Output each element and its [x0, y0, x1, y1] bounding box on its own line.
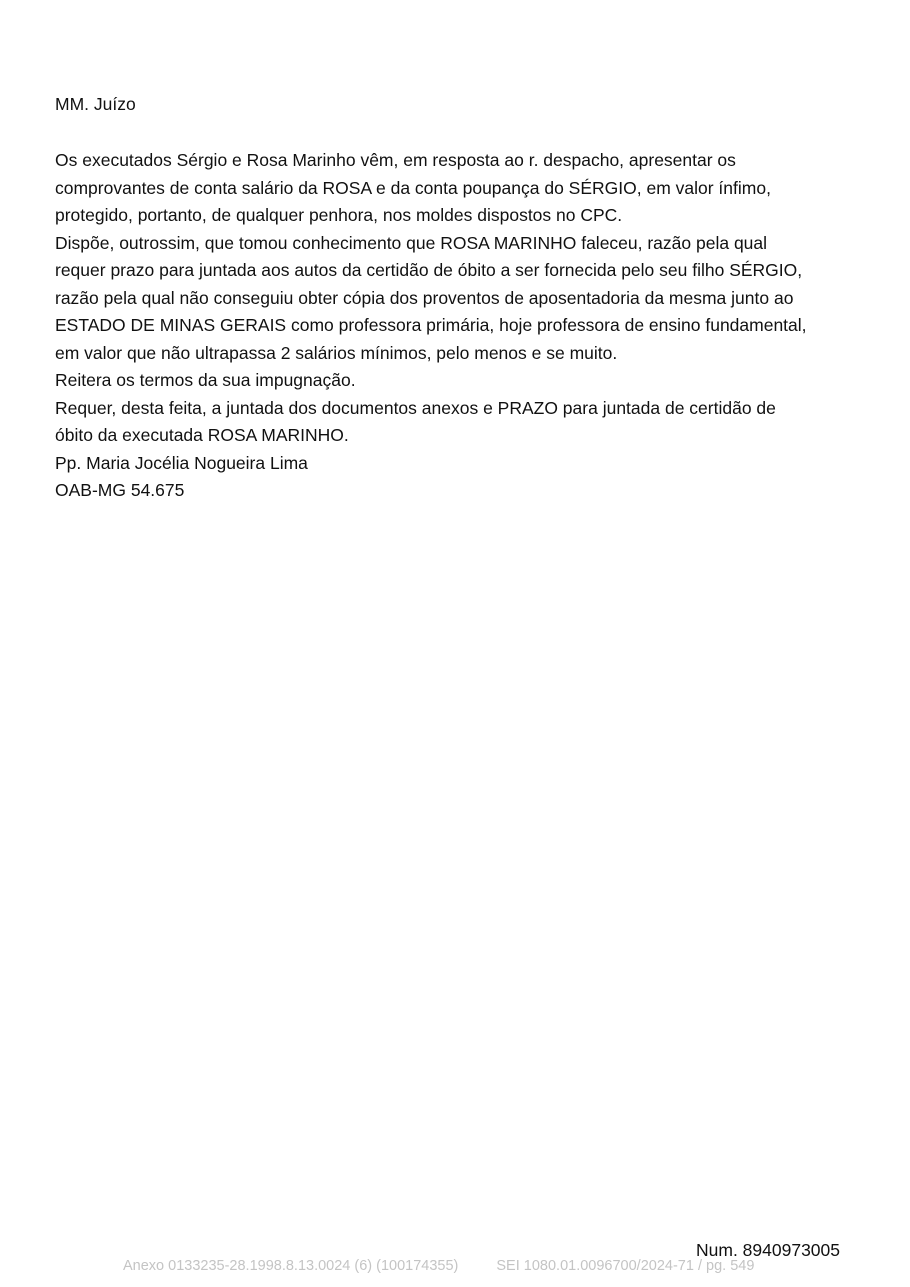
body-line: razão pela qual não conseguiu obter cópia dos proventos de aposentadoria da mesma junto ao: [55, 287, 794, 308]
body-line: óbito da executada ROSA MARINHO.: [55, 425, 349, 445]
document-number: Num. 8940973005: [696, 1240, 840, 1260]
petition-body: [55, 147, 855, 505]
sei-reference: SEI 1080.01.0096700/2024-71 / pg. 549: [496, 1258, 755, 1274]
footer-watermark: [123, 1257, 754, 1275]
annex-reference: Anexo 0133235-28.1998.8.13.0024 (6) (100174355): [123, 1258, 459, 1274]
body-line: Os executados Sérgio e Rosa Marinho vêm, em resposta ao r. despacho, apresentar os: [55, 150, 736, 170]
body-line: Dispõe, outrossim, que tomou conhecimento que ROSA MARINHO faleceu, razão pela qual: [55, 232, 768, 253]
signature-oab: OAB-MG 54.675: [55, 480, 185, 500]
body-line: protegido, portanto, de qualquer penhora, nos moldes dispostos no CPC.: [55, 205, 623, 225]
salutation: MM. Juízo: [55, 94, 136, 114]
body-line: ESTADO DE MINAS GERAIS como professora primária, hoje professora de ensino fundamental,: [55, 315, 807, 335]
body-line: comprovantes de conta salário da ROSA e da conta poupança do SÉRGIO, em valor ínfimo,: [55, 177, 771, 198]
body-line: em valor que não ultrapassa 2 salários mínimos, pelo menos e se muito.: [55, 342, 618, 363]
body-line: Reitera os termos da sua impugnação.: [55, 370, 356, 390]
body-line: requer prazo para juntada aos autos da certidão de óbito a ser fornecida pelo seu filho SÉRGIO,: [55, 260, 803, 280]
body-line: Requer, desta feita, a juntada dos documentos anexos e PRAZO para juntada de certidão de: [55, 397, 776, 418]
signature-name: Pp. Maria Jocélia Nogueira Lima: [55, 452, 308, 473]
